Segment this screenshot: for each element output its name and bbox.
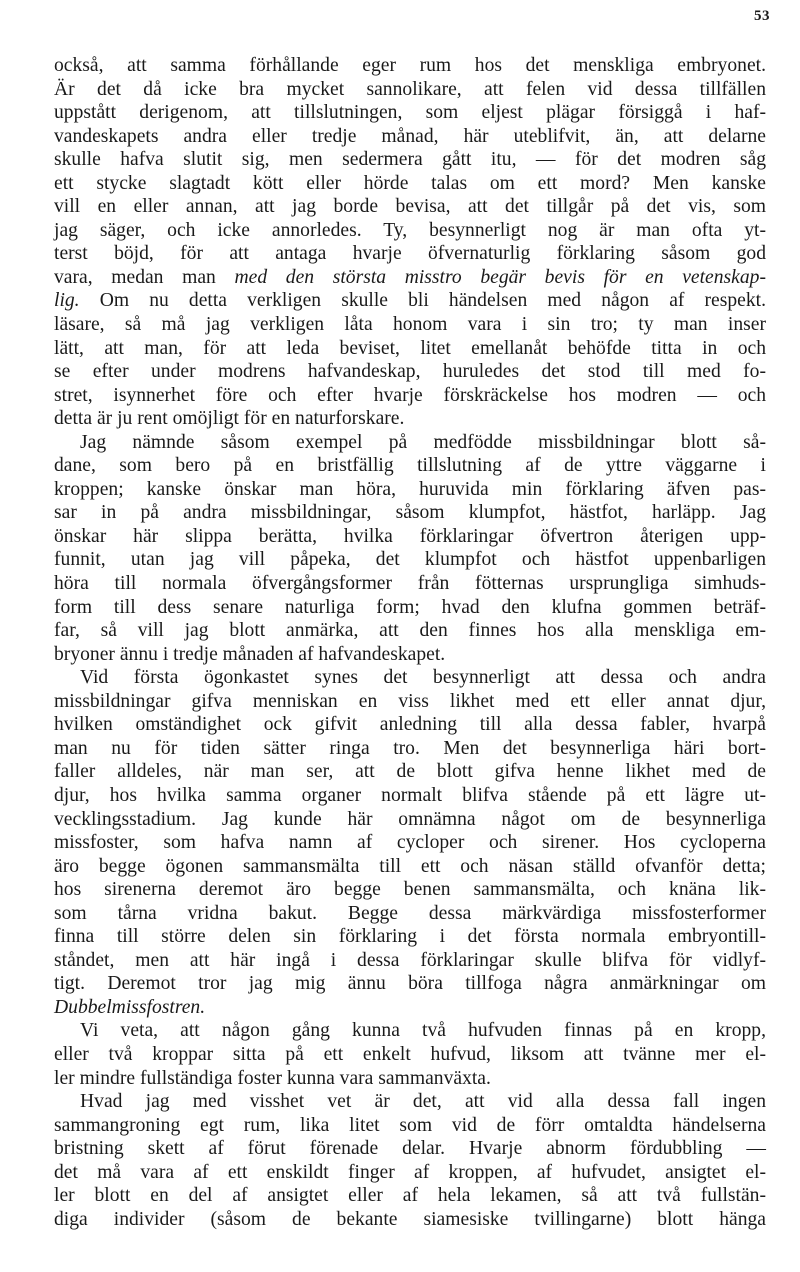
- text-segment: detta är ju rent omöjligt för en naturforskare.: [54, 408, 405, 430]
- italic-text: Dubbelmissfostren.: [54, 996, 206, 1018]
- text-line: [54, 242, 766, 266]
- text-segment: faller alldeles, när man ser, att de blott gifva henne likhet med de: [54, 761, 766, 783]
- text-segment: eller två kroppar sitta på ett enkelt hufvud, liksom att tvänne mer el-: [54, 1043, 766, 1065]
- text-line: [54, 407, 766, 431]
- text-segment: form till dess senare naturliga form; hvad den klufna gommen beträf-: [54, 596, 766, 618]
- text-line: [54, 1043, 766, 1067]
- italic-text: med den största misstro begär bevis för en vetenskap-: [234, 266, 766, 288]
- text-line: [54, 478, 766, 502]
- text-segment: man nu för tiden sätter ringa tro. Men det besynnerliga häri bort-: [54, 737, 766, 759]
- text-line: [54, 1114, 766, 1138]
- text-line: [54, 101, 766, 125]
- text-segment: diga individer (såsom de bekante siamesiske tvillingarne) blott hänga: [54, 1208, 766, 1230]
- text-segment: Är det då icke bra mycket sannolikare, att felen vid dessa tillfällen: [54, 78, 766, 100]
- text-line: [54, 831, 766, 855]
- text-line: [54, 784, 766, 808]
- text-line: [54, 501, 766, 525]
- text-line: [54, 1067, 766, 1091]
- text-segment: finna till större delen sin förklaring i det första normala embryontill-: [54, 926, 766, 948]
- text-line: [54, 972, 766, 996]
- text-segment: missbildningar gifva menniskan en viss likhet med ett eller annat djur,: [54, 690, 766, 712]
- text-line: [54, 1161, 766, 1185]
- text-segment: som tårna vridna bakut. Begge dessa märkvärdiga missfosterformer: [54, 902, 766, 924]
- text-segment: höra till normala öfvergångsformer från fötternas ursprungliga simhuds-: [54, 573, 766, 595]
- text-line: [54, 996, 766, 1020]
- text-line: [54, 266, 766, 290]
- text-line: [54, 878, 766, 902]
- text-line: [54, 572, 766, 596]
- text-line: [54, 690, 766, 714]
- text-segment: Om nu detta verkligen skulle bli händelsen med någon af respekt.: [79, 290, 766, 312]
- text-segment: hos sirenerna deremot äro begge benen sammansmälta, och knäna lik-: [54, 879, 766, 901]
- text-segment: lätt, att man, för att leda beviset, litet emellanåt behöfde titta in och: [54, 337, 766, 359]
- text-line: [54, 1184, 766, 1208]
- text-segment: kroppen; kanske önskar man höra, huruvida min förklaring äfven pas-: [54, 478, 766, 500]
- text-segment: ståndet, men att här ingå i dessa förklaringar skulle blifva för vidlyf-: [54, 949, 766, 971]
- text-line: [54, 619, 766, 643]
- text-line: [54, 713, 766, 737]
- text-segment: skulle hafva slutit sig, men sedermera gått itu, — för det modren såg: [54, 149, 766, 171]
- text-line: [54, 1137, 766, 1161]
- text-line: [54, 454, 766, 478]
- text-line: [54, 431, 766, 455]
- text-line: [54, 78, 766, 102]
- text-line: [54, 384, 766, 408]
- text-segment: stret, isynnerhet före och efter hvarje förskräckelse hos modren — och: [54, 384, 766, 406]
- text-line: [54, 1208, 766, 1232]
- text-segment: terst böjd, för att antaga hvarje öfvernaturlig förklaring såsom god: [54, 243, 766, 265]
- text-line: [54, 737, 766, 761]
- text-segment: sammangroning egt rum, lika litet som vid de förr omtaldta händelserna: [54, 1114, 766, 1136]
- text-line: [54, 1019, 766, 1043]
- text-line: [54, 949, 766, 973]
- text-segment: tigt. Deremot tror jag mig ännu böra tillfoga några anmärkningar om: [54, 973, 766, 995]
- text-segment: önskar här slippa berätta, hvilka förklaringar öfvertron återigen upp-: [54, 525, 766, 547]
- text-segment: djur, hos hvilka samma organer normalt blifva stående på ett lägre ut-: [54, 784, 766, 806]
- text-segment: sar in på andra missbildningar, såsom klumpfot, hästfot, harläpp. Jag: [54, 502, 766, 524]
- text-line: [54, 925, 766, 949]
- text-segment: se efter under modrens hafvandeskap, huruledes det stod till med fo-: [54, 361, 766, 383]
- text-line: [54, 760, 766, 784]
- text-segment: ett stycke slagtadt kött eller hörde talas om ett mord? Men kanske: [54, 172, 766, 194]
- text-line: [54, 313, 766, 337]
- italic-text: lig.: [54, 290, 80, 312]
- text-segment: Jag nämnde såsom exempel på medfödde missbildningar blott så-: [80, 431, 766, 453]
- text-segment: bryoner ännu i tredje månaden af hafvandeskapet.: [54, 643, 446, 665]
- page-number: 53: [754, 8, 770, 24]
- text-segment: funnit, utan jag vill påpeka, det klumpfot och hästfot uppenbarligen: [54, 549, 766, 571]
- text-line: [54, 54, 766, 78]
- body-text: [54, 54, 766, 1231]
- text-segment: läsare, så må jag verkligen låta honom vara i sin tro; ty man inser: [54, 314, 766, 336]
- text-line: [54, 289, 766, 313]
- text-line: [54, 360, 766, 384]
- text-line: [54, 525, 766, 549]
- text-line: [54, 902, 766, 926]
- text-segment: vill en eller annan, att jag borde bevisa, att det tillgår på det vis, som: [54, 196, 766, 218]
- text-segment: vecklingsstadium. Jag kunde här omnämna något om de besynnerliga: [54, 808, 766, 830]
- text-segment: det må vara af ett enskildt finger af kroppen, af hufvudet, ansigtet el-: [54, 1161, 766, 1183]
- text-segment: dane, som bero på en bristfällig tillslutning af de yttre väggarne i: [54, 455, 766, 477]
- text-line: [54, 172, 766, 196]
- text-line: [54, 808, 766, 832]
- text-line: [54, 1090, 766, 1114]
- text-line: [54, 643, 766, 667]
- text-segment: också, att samma förhållande eger rum hos det menskliga embryonet.: [54, 55, 766, 76]
- text-segment: far, så vill jag blott anmärka, att den finnes hos alla menskliga em-: [54, 620, 766, 642]
- text-line: [54, 148, 766, 172]
- text-segment: Hvad jag med visshet vet är det, att vid alla dessa fall ingen: [80, 1091, 766, 1113]
- text-segment: ler blott en del af ansigtet eller af hela lekamen, så att två fullstän-: [54, 1185, 766, 1207]
- text-line: [54, 548, 766, 572]
- text-segment: uppstått derigenom, att tillslutningen, som eljest plägar försiggå i haf-: [54, 102, 766, 124]
- text-line: [54, 195, 766, 219]
- text-line: [54, 596, 766, 620]
- text-segment: Vid första ögonkastet synes det besynnerligt att dessa och andra: [80, 667, 766, 689]
- text-segment: vara, medan man: [54, 266, 235, 288]
- text-line: [54, 337, 766, 361]
- text-segment: bristning skett af förut förenade delar. Hvarje abnorm fördubbling —: [54, 1138, 766, 1160]
- text-line: [54, 219, 766, 243]
- text-segment: vandeskapets andra eller tredje månad, här uteblifvit, än, att delarne: [54, 125, 766, 147]
- text-segment: jag säger, och icke annorledes. Ty, besynnerligt nog är man ofta yt-: [54, 219, 766, 241]
- text-line: [54, 125, 766, 149]
- text-line: [54, 855, 766, 879]
- text-segment: äro begge ögonen sammansmälta till ett och näsan ställd ofvanför detta;: [54, 855, 766, 877]
- text-line: [54, 666, 766, 690]
- text-segment: missfoster, som hafva namn af cycloper och sirener. Hos cycloperna: [54, 832, 766, 854]
- text-segment: hvilken omständighet ock gifvit anledning till alla dessa fabler, hvarpå: [54, 714, 766, 736]
- text-segment: ler mindre fullständiga foster kunna vara sammanväxta.: [54, 1067, 491, 1089]
- text-segment: Vi veta, att någon gång kunna två hufvuden finnas på en kropp,: [80, 1020, 766, 1042]
